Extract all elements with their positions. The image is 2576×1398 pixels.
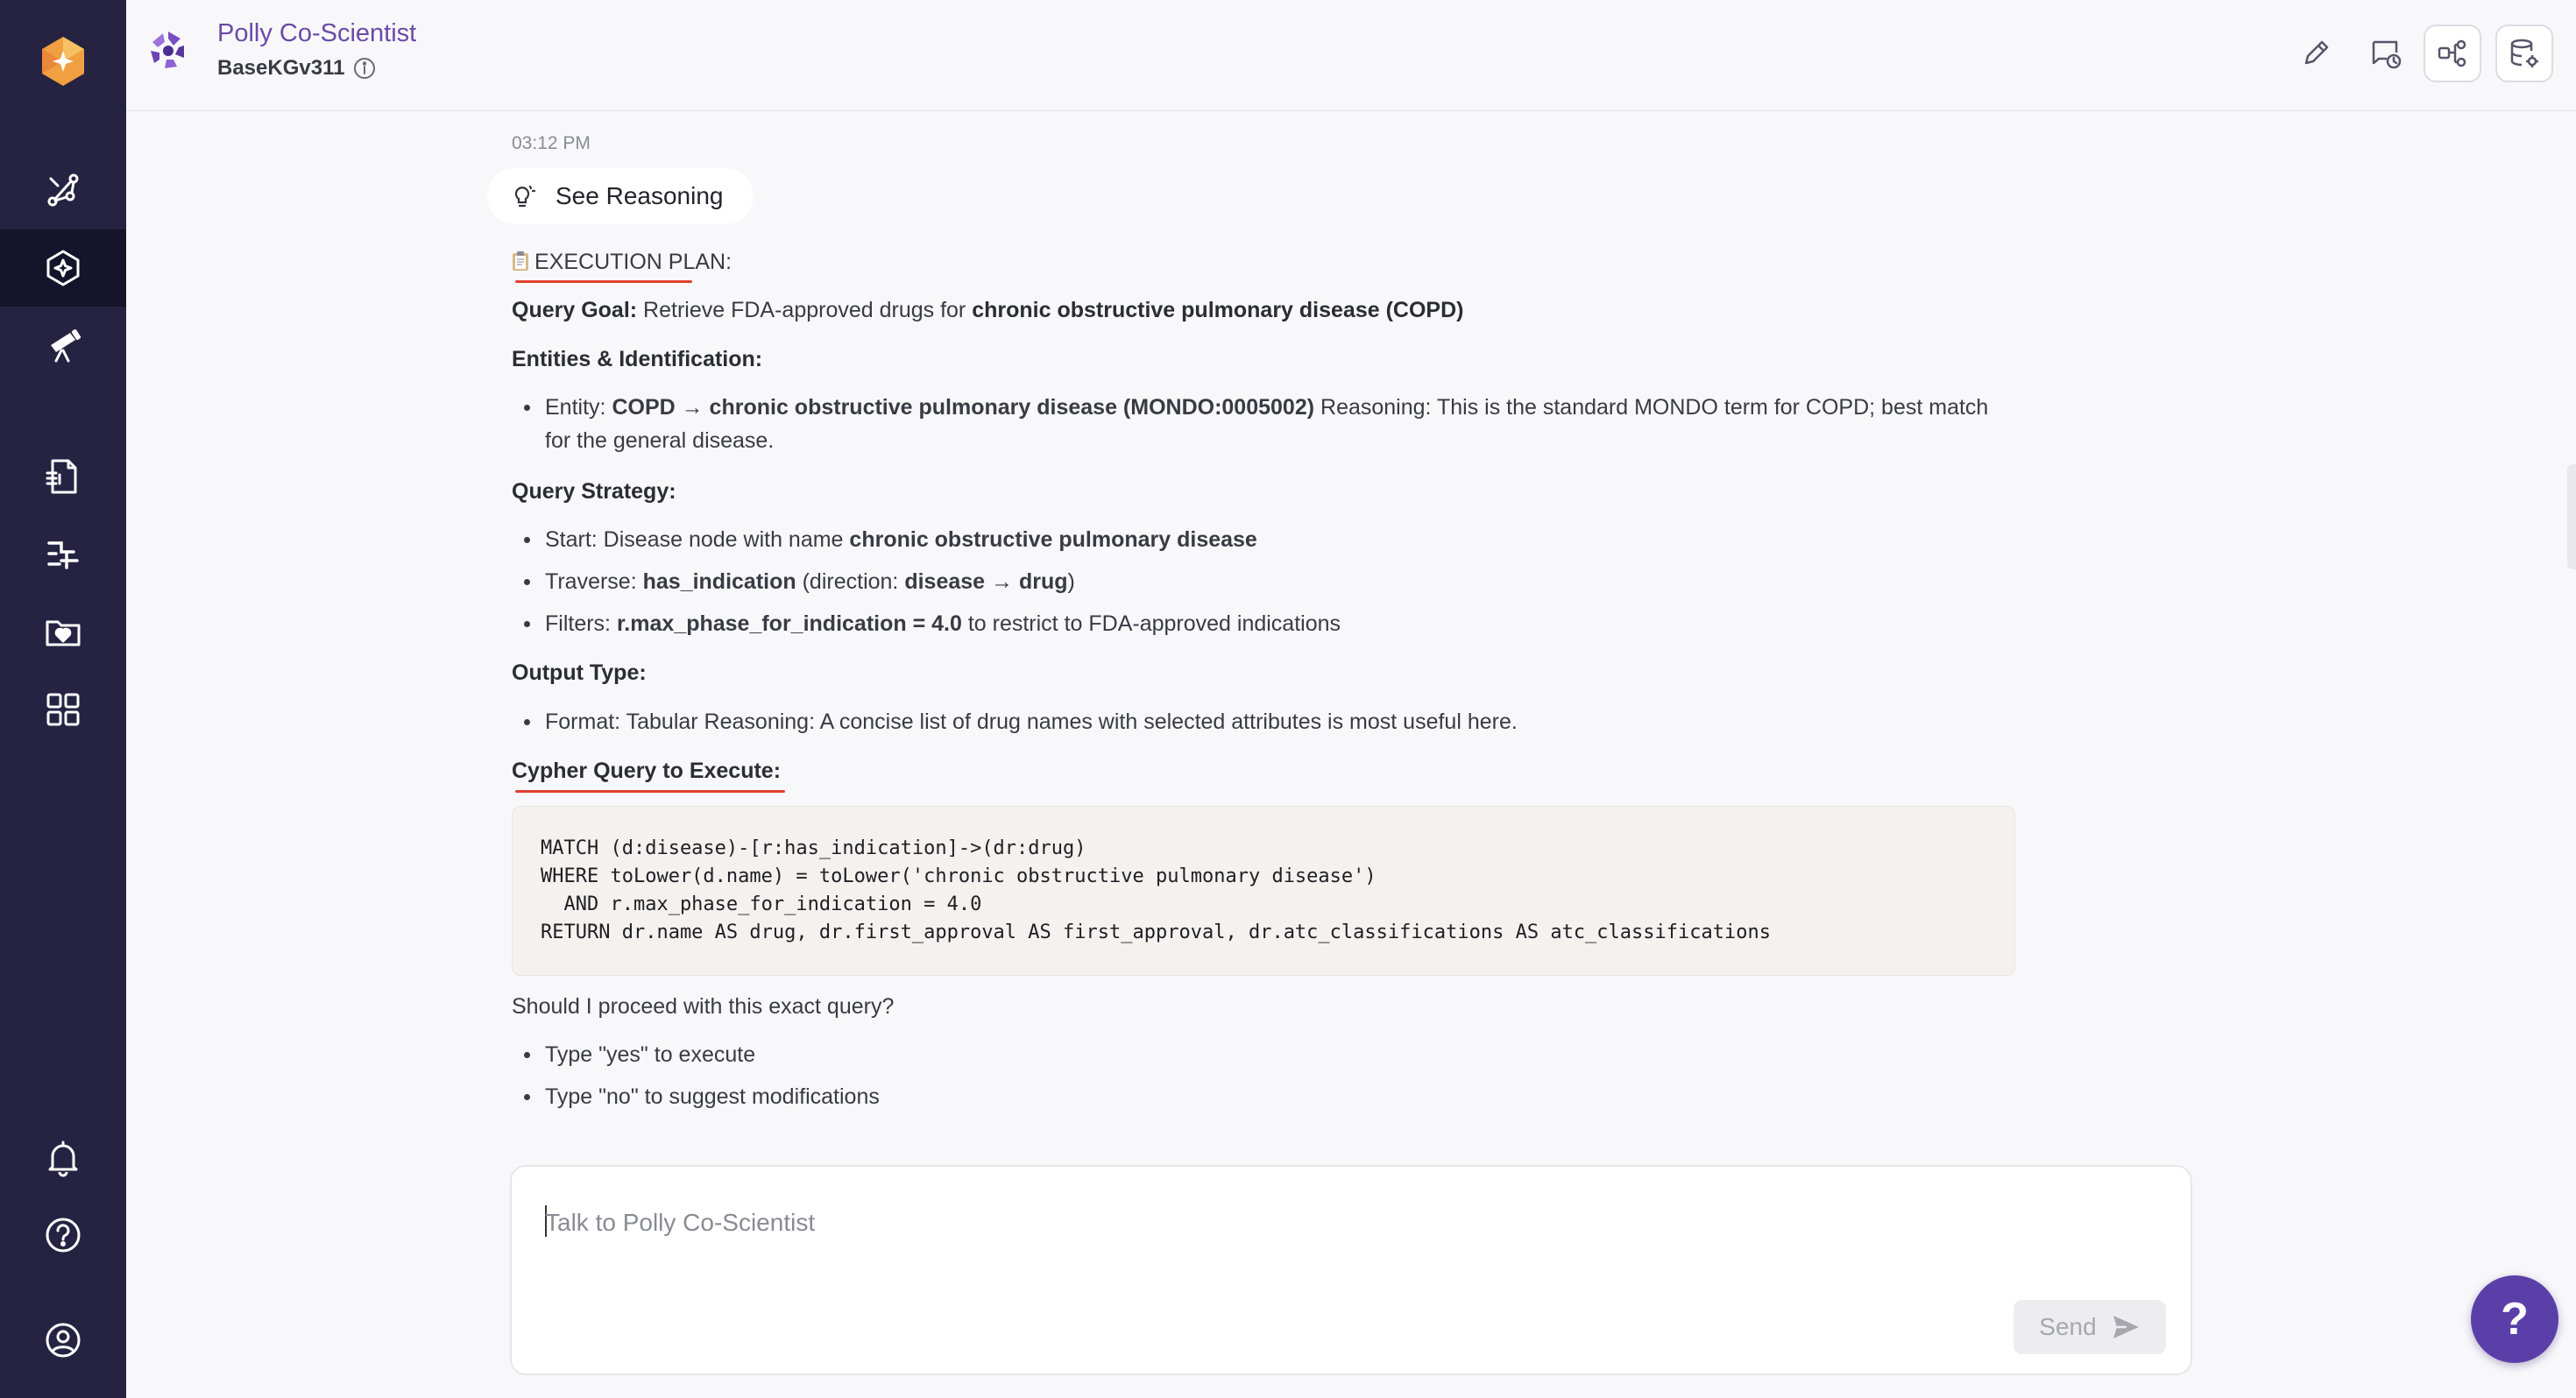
query-goal-disease: chronic obstructive pulmonary disease (COPD) — [972, 298, 1464, 322]
polly-logo-icon — [145, 28, 191, 74]
underline-mark — [515, 790, 785, 793]
filters-text: to restrict to FDA-approved indications — [967, 611, 1341, 636]
entities-heading — [512, 342, 762, 376]
query-goal-line — [512, 293, 1463, 327]
strategy-heading — [512, 475, 676, 508]
code-line: AND r.max_phase_for_indication = 4.0 — [541, 893, 982, 915]
list-item — [524, 1080, 880, 1113]
graph-explore-icon — [44, 170, 82, 208]
sidebar-item-profile[interactable] — [0, 1302, 126, 1379]
list-item — [524, 565, 1075, 598]
help-circle-icon — [44, 1216, 82, 1254]
filters-condition: r.max_phase_for_indication = 4.0 — [616, 611, 962, 636]
see-reasoning-button[interactable] — [487, 168, 754, 224]
traverse-label: Traverse: — [545, 569, 637, 594]
sidebar-item-favorites[interactable] — [0, 594, 126, 671]
list-item — [524, 1038, 755, 1071]
apps-grid-icon — [44, 690, 82, 729]
entity-reasoning: Reasoning: This is the standard MONDO term for COPD; best match — [1320, 395, 1989, 420]
knowledge-graph-name: BaseKGv311 — [217, 56, 345, 80]
message-timestamp: 03:12 PM — [512, 133, 591, 153]
query-goal-text: Retrieve FDA-approved drugs for — [643, 298, 966, 322]
sidebar-item-help[interactable] — [0, 1197, 126, 1274]
proceed-question: Should I proceed with this exact query? — [512, 994, 895, 1019]
database-settings-icon — [2508, 37, 2541, 70]
entities-heading-label: Entities & Identification: — [512, 347, 763, 371]
pipeline-icon — [44, 534, 82, 573]
chat-input[interactable] — [545, 1204, 1859, 1242]
entity-reasoning-cont: for the general disease. — [545, 428, 775, 453]
sidebar-item-telescope[interactable] — [0, 307, 126, 384]
telescope-icon — [44, 326, 82, 364]
pencil-icon — [2299, 37, 2332, 70]
sidebar-item-pipelines[interactable] — [0, 515, 126, 592]
format-text: Format: Tabular Reasoning: A concise list of drug names with selected attributes is most useful here. — [545, 710, 1518, 734]
info-icon[interactable] — [352, 56, 377, 81]
start-label: Start: Disease node with name — [545, 527, 844, 552]
chat-history-icon — [2369, 37, 2403, 70]
traverse-direction-close: ) — [1067, 569, 1075, 594]
help-fab-button[interactable] — [2471, 1275, 2558, 1363]
execution-plan-label: EXECUTION PLAN: — [534, 250, 732, 274]
chat-input-box — [510, 1165, 2192, 1375]
entity-label: Entity: — [545, 395, 606, 420]
code-line: MATCH (d:disease)-[r:has_indication]->(dr:drug) — [541, 837, 1086, 859]
user-circle-icon — [44, 1321, 82, 1359]
graph-share-icon — [2436, 37, 2469, 70]
option-no: Type "no" to suggest modifications — [545, 1084, 880, 1109]
output-type-heading — [512, 656, 647, 689]
traverse-direction: disease → drug — [904, 569, 1068, 594]
graph-share-button[interactable] — [2424, 25, 2481, 82]
sidebar-item-documents[interactable] — [0, 438, 126, 515]
send-button[interactable] — [2013, 1300, 2166, 1354]
bell-icon — [44, 1139, 82, 1177]
document-icon — [44, 457, 82, 496]
header — [126, 0, 2576, 111]
app-logo-icon[interactable] — [35, 33, 91, 89]
list-item — [524, 391, 2013, 457]
query-goal-label: Query Goal: — [512, 298, 638, 322]
list-item — [524, 607, 1341, 640]
side-panel-handle[interactable] — [2567, 464, 2576, 569]
output-type-label: Output Type: — [512, 660, 647, 685]
send-label: Send — [2039, 1313, 2097, 1340]
sidebar-item-co-scientist[interactable] — [0, 229, 126, 307]
option-yes: Type "yes" to execute — [545, 1042, 756, 1067]
chat-history-button[interactable] — [2357, 25, 2415, 82]
edit-button[interactable] — [2287, 25, 2345, 82]
see-reasoning-label: See Reasoning — [556, 182, 724, 209]
sidebar — [0, 0, 126, 1398]
list-item — [524, 523, 1257, 556]
traverse-relation: has_indication — [642, 569, 796, 594]
cypher-code-block[interactable] — [512, 806, 2015, 976]
list-item — [524, 705, 1518, 738]
sidebar-item-apps[interactable] — [0, 671, 126, 748]
traverse-direction-label: (direction: — [802, 569, 899, 594]
sidebar-item-notifications[interactable] — [0, 1119, 126, 1197]
co-scientist-icon — [44, 249, 82, 287]
cypher-heading-label: Cypher Query to Execute: — [512, 759, 782, 783]
code-line: WHERE toLower(d.name) = toLower('chronic obstructive pulmonary disease') — [541, 865, 1376, 887]
send-icon — [2111, 1312, 2141, 1342]
app-title: Polly Co-Scientist — [217, 19, 417, 47]
help-fab-icon: ? — [2501, 1294, 2529, 1345]
cypher-heading — [512, 754, 781, 787]
entity-mapping: COPD → chronic obstructive pulmonary disease (MONDO:0005002) — [612, 395, 1315, 420]
database-settings-button[interactable] — [2495, 25, 2553, 82]
lightbulb-icon — [510, 183, 536, 209]
favorites-folder-icon — [44, 613, 82, 652]
execution-plan-heading — [512, 245, 732, 279]
sidebar-item-graph-explore[interactable] — [0, 151, 126, 228]
underline-mark — [515, 280, 692, 283]
start-node: chronic obstructive pulmonary disease — [849, 527, 1257, 552]
strategy-heading-label: Query Strategy: — [512, 479, 676, 504]
code-line: RETURN dr.name AS drug, dr.first_approval AS first_approval, dr.atc_classifications AS atc_classifications — [541, 921, 1771, 943]
filters-label: Filters: — [545, 611, 611, 636]
clipboard-icon — [512, 248, 529, 269]
